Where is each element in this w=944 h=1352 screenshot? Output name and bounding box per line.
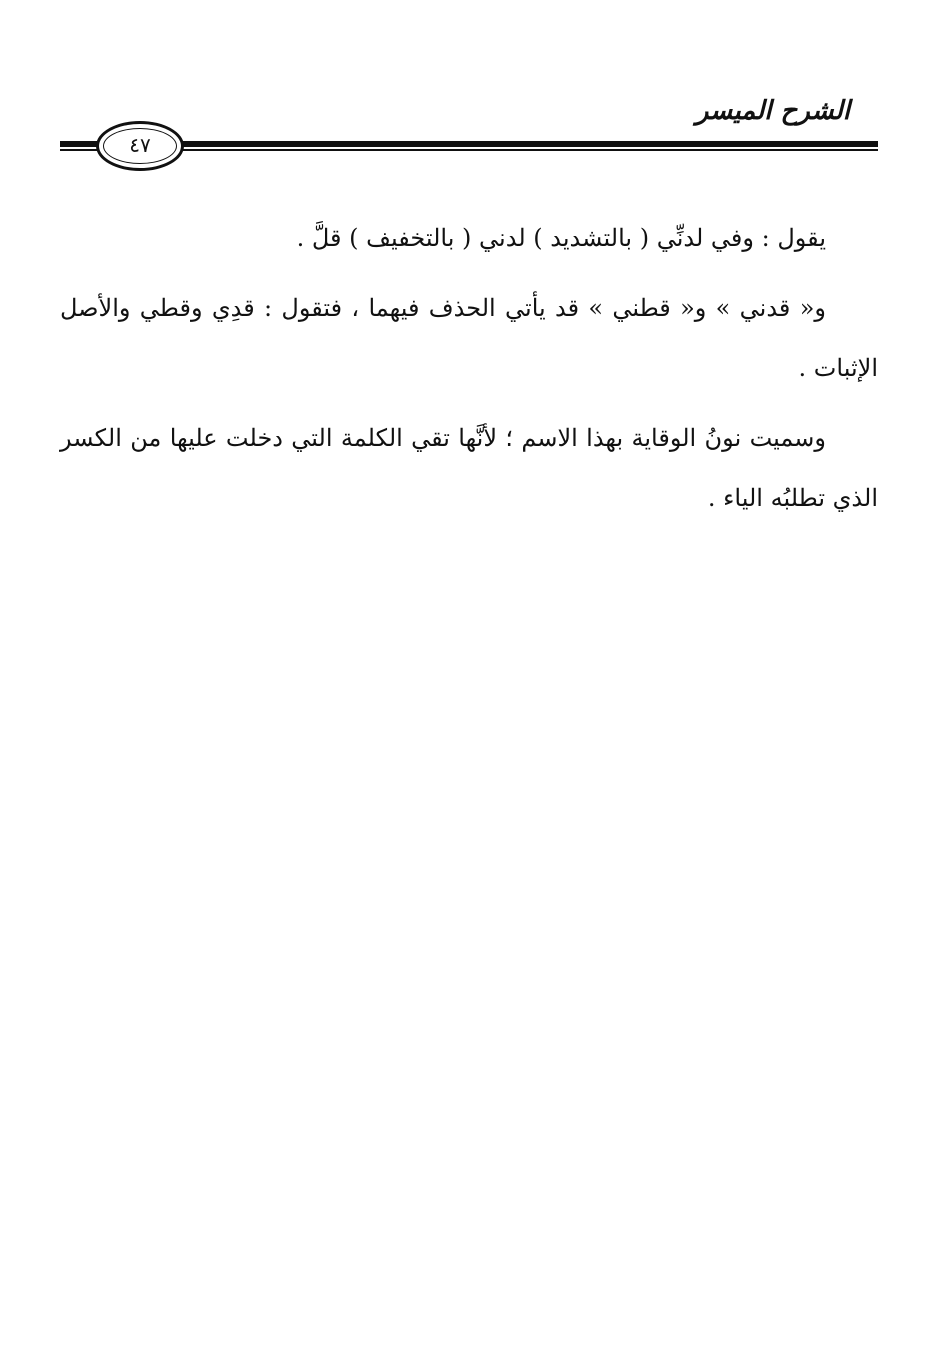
page-number-badge bbox=[96, 121, 184, 171]
paragraph-1: يقول : وفي لدنِّي ( بالتشديد ) لدني ( بالتخفيف ) قلَّ . bbox=[296, 224, 826, 252]
book-title: الشرح الميسر bbox=[695, 96, 850, 126]
paragraph-2: و« قدني » و« قطني » قد يأتي الحذف فيهما ، فتقول : قدِي وقطي والأصل الإثبات . bbox=[60, 294, 878, 382]
page-number: ٤٧ bbox=[129, 133, 151, 157]
page-header bbox=[60, 96, 878, 166]
body-text bbox=[60, 208, 878, 538]
paragraph-3: وسميت نونُ الوقاية بهذا الاسم ؛ لأنَّها تقي الكلمة التي دخلت عليها من الكسر الذي تطلبُه الياء . bbox=[60, 424, 878, 512]
